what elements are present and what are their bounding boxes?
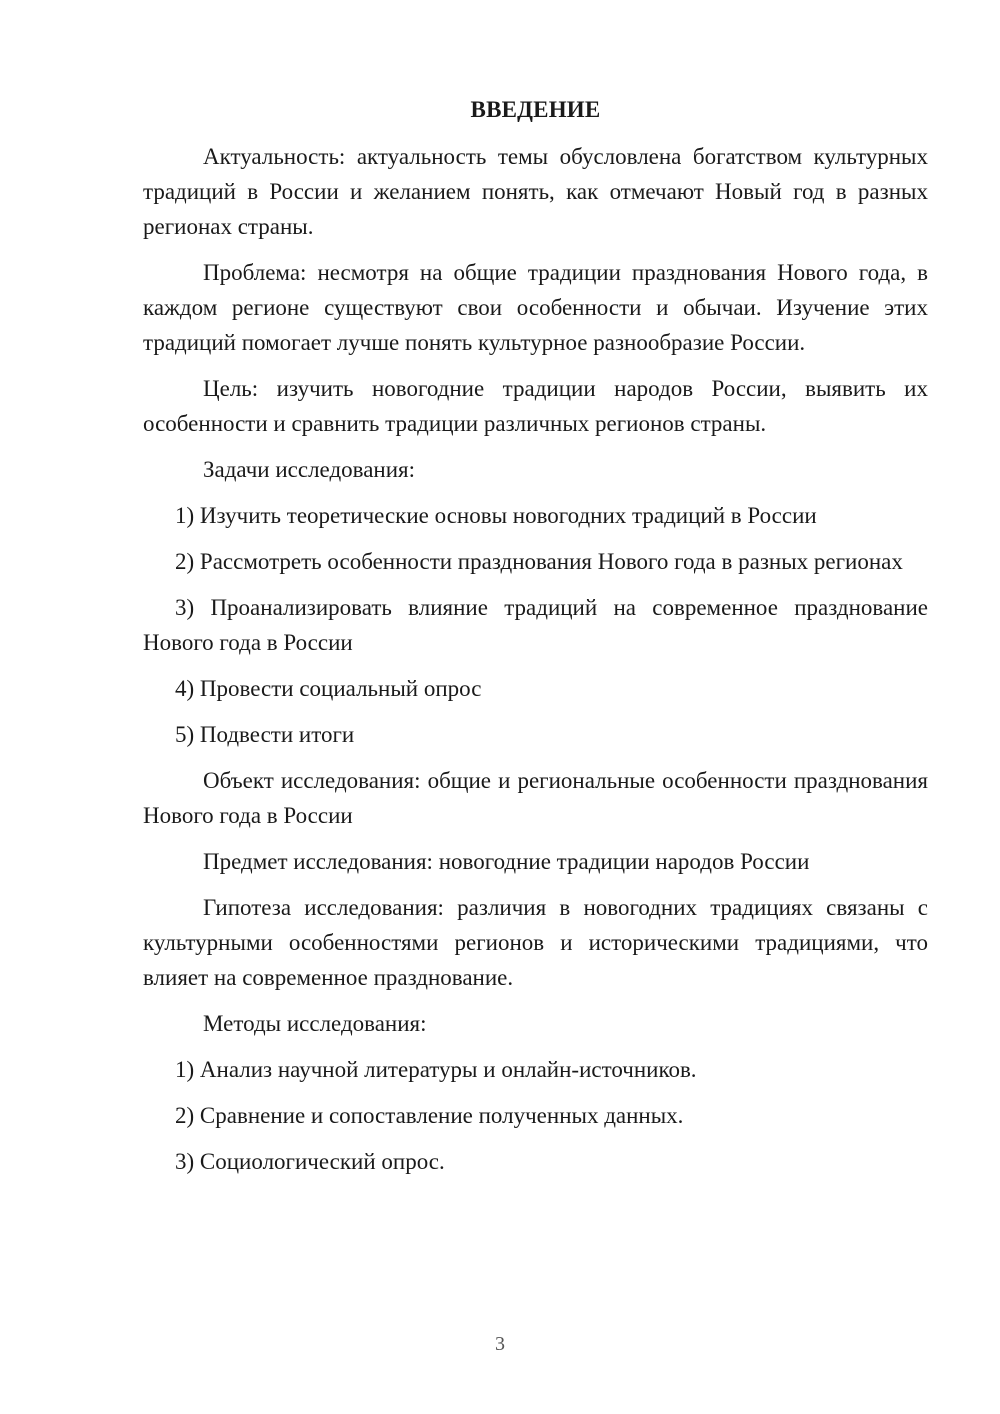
page-number: 3 — [495, 1333, 505, 1355]
object-paragraph: Объект исследования: общие и региональные особенности празднования Нового года в России — [143, 768, 928, 828]
hypothesis-paragraph: Гипотеза исследования: различия в новогодних традициях связаны с культурными особенностями регионов и историческими традициями, что влияет на современное празднование. — [143, 895, 928, 990]
problem-paragraph: Проблема: несмотря на общие традиции празднования Нового года, в каждом регионе существуют свои особенности и обычаи. Изучение этих традиций помогает лучше понять культурное разнообразие России. — [143, 260, 928, 355]
goal-paragraph: Цель: изучить новогодние традиции народов России, выявить их особенности и сравнить традиции различных регионов страны. — [143, 376, 928, 436]
task-item: 5) Подвести итоги — [175, 722, 355, 747]
method-item: 1) Анализ научной литературы и онлайн-источников. — [175, 1057, 697, 1082]
method-item: 3) Социологический опрос. — [175, 1149, 445, 1174]
relevance-paragraph: Актуальность: актуальность темы обусловлена богатством культурных традиций в России и желанием понять, как отмечают Новый год в разных регионах страны. — [143, 144, 928, 239]
task-item: 4) Провести социальный опрос — [175, 676, 482, 701]
subject-paragraph: Предмет исследования: новогодние традиции народов России — [203, 849, 810, 874]
document-page — [143, 92, 928, 1179]
tasks-heading: Задачи исследования: — [203, 457, 416, 482]
task-item: 2) Рассмотреть особенности празднования Нового года в разных регионах — [175, 549, 903, 574]
task-item: 3) Проанализировать влияние традиций на современное празднование Нового года в России — [143, 595, 928, 655]
methods-heading: Методы исследования: — [203, 1011, 427, 1036]
section-title: ВВЕДЕНИЕ — [470, 97, 601, 122]
method-item: 2) Сравнение и сопоставление полученных данных. — [175, 1103, 684, 1128]
task-item: 1) Изучить теоретические основы новогодних традиций в России — [175, 503, 817, 528]
